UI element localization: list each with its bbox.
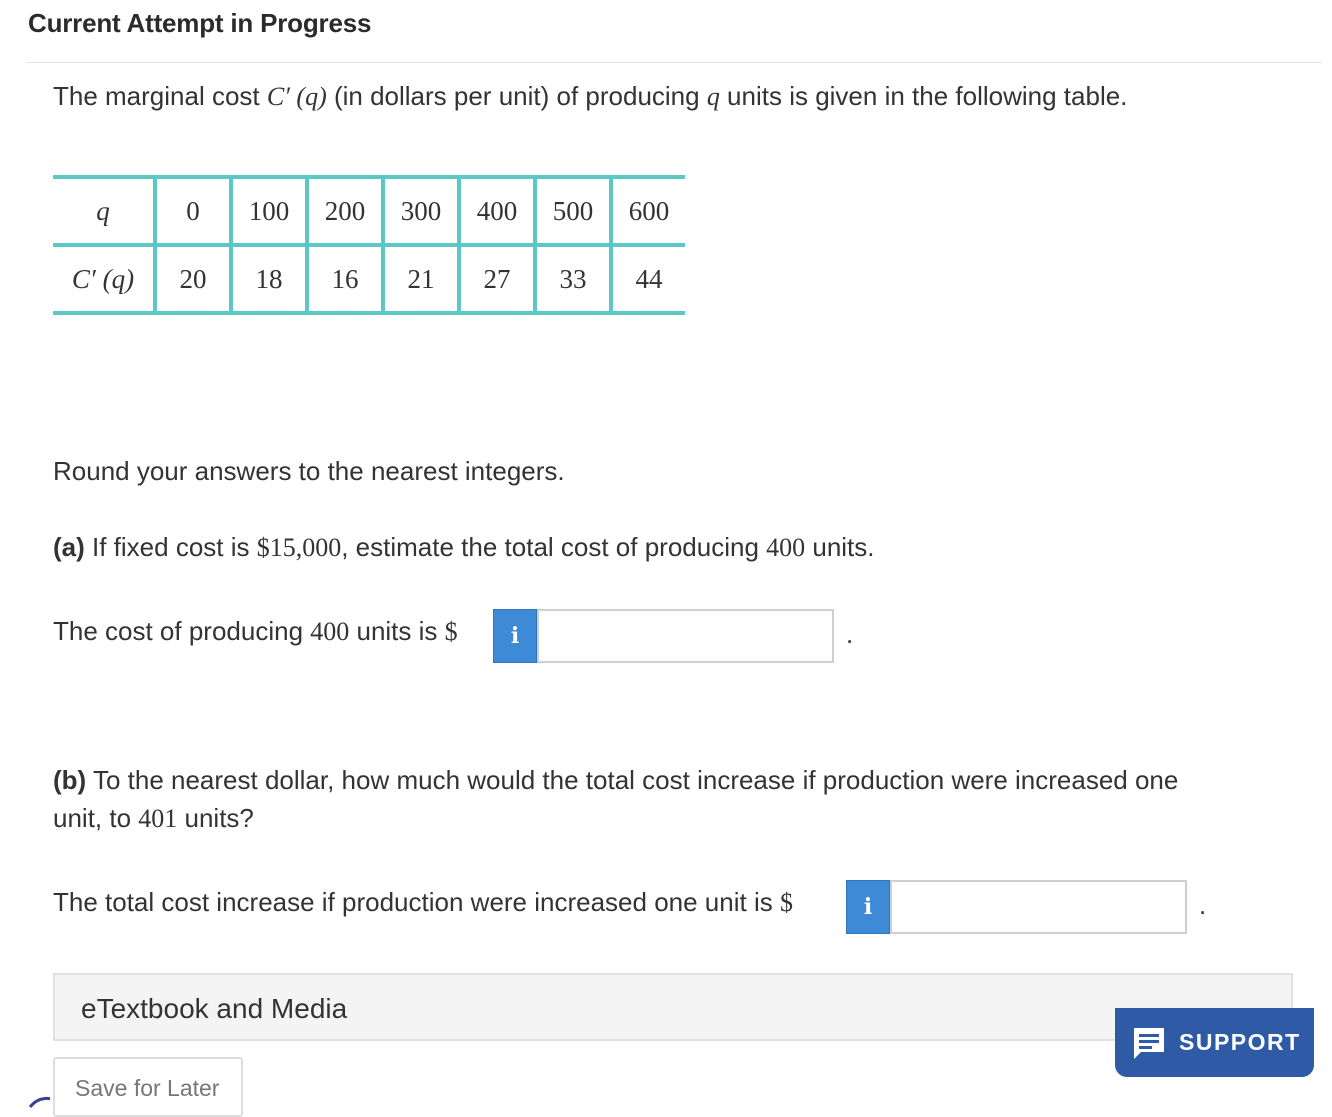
info-icon[interactable]: i <box>493 609 537 663</box>
question-content <box>26 63 1322 1106</box>
part-b-question-line2 <box>53 803 254 834</box>
row-label-q: q <box>53 177 155 245</box>
intro-text-1: The marginal cost <box>53 81 267 111</box>
table-cell: 300 <box>383 177 459 245</box>
part-a-fixed-cost: $15,000 <box>256 533 342 562</box>
part-a-label: (a) <box>53 532 85 562</box>
part-a-text-3: units. <box>805 532 875 562</box>
part-a-question <box>53 532 875 563</box>
etextbook-media-bar[interactable] <box>53 973 1293 1041</box>
part-a-period: . <box>846 619 854 649</box>
support-button[interactable] <box>1115 1008 1314 1077</box>
table-cell: 20 <box>155 245 231 313</box>
intro-math-q: q <box>706 82 720 111</box>
table-cell: 21 <box>383 245 459 313</box>
table-cell: 0 <box>155 177 231 245</box>
part-b-period: . <box>1199 890 1207 920</box>
table-cell: 16 <box>307 245 383 313</box>
part-b-label: (b) <box>53 765 87 795</box>
table-cell: 200 <box>307 177 383 245</box>
part-b-dollar-sign: $ <box>779 888 793 917</box>
table-row-q <box>53 177 685 245</box>
info-icon[interactable]: i <box>846 880 890 934</box>
row-label-cq: C′ (q) <box>53 245 155 313</box>
table-cell: 600 <box>611 177 685 245</box>
part-b-text-1: To the nearest dollar, how much would the total cost increase if production were increased one <box>86 765 1179 795</box>
part-a-text-1: If fixed cost is <box>84 532 257 562</box>
etextbook-media-label: eTextbook and Media <box>81 993 348 1024</box>
intro-math-cq: C′ (q) <box>266 82 327 111</box>
table-cell: 27 <box>459 245 535 313</box>
table-cell: 44 <box>611 245 685 313</box>
table-cell: 400 <box>459 177 535 245</box>
table-row-cost <box>53 245 685 313</box>
intro-text-3: units is given in the following table. <box>719 81 1128 111</box>
part-a-answer-prompt <box>53 616 458 647</box>
part-a-answer-input[interactable] <box>537 609 834 663</box>
part-a-text-2: , estimate the total cost of producing <box>341 532 767 562</box>
support-label: SUPPORT <box>1179 1029 1301 1055</box>
round-note: Round your answers to the nearest integers. <box>53 456 565 486</box>
table-cell: 33 <box>535 245 611 313</box>
pen-annotation-mark <box>0 1085 50 1109</box>
intro-text-2: (in dollars per unit) of producing <box>326 81 707 111</box>
chat-bubble-icon <box>1131 1025 1167 1061</box>
attempt-header: Current Attempt in Progress <box>28 8 372 38</box>
part-a-prompt-2: units is <box>349 616 445 646</box>
part-b-units: 401 <box>138 804 178 833</box>
part-a-dollar-sign: $ <box>444 617 458 646</box>
save-for-later-button[interactable]: Save for Later <box>53 1057 243 1117</box>
marginal-cost-table <box>53 175 685 315</box>
table-cell: 100 <box>231 177 307 245</box>
part-b-prompt: The total cost increase if production were increased one unit is <box>53 887 780 917</box>
table-cell: 18 <box>231 245 307 313</box>
part-b-answer-input[interactable] <box>890 880 1187 934</box>
question-intro <box>53 81 1127 112</box>
part-a-units: 400 <box>766 533 806 562</box>
part-b-question-line1 <box>53 765 1178 796</box>
part-b-text-2: unit, to <box>53 803 139 833</box>
part-b-answer-prompt <box>53 887 793 918</box>
part-b-text-3: units? <box>177 803 254 833</box>
part-a-prompt-units: 400 <box>310 617 350 646</box>
table-cell: 500 <box>535 177 611 245</box>
part-a-prompt-1: The cost of producing <box>53 616 311 646</box>
